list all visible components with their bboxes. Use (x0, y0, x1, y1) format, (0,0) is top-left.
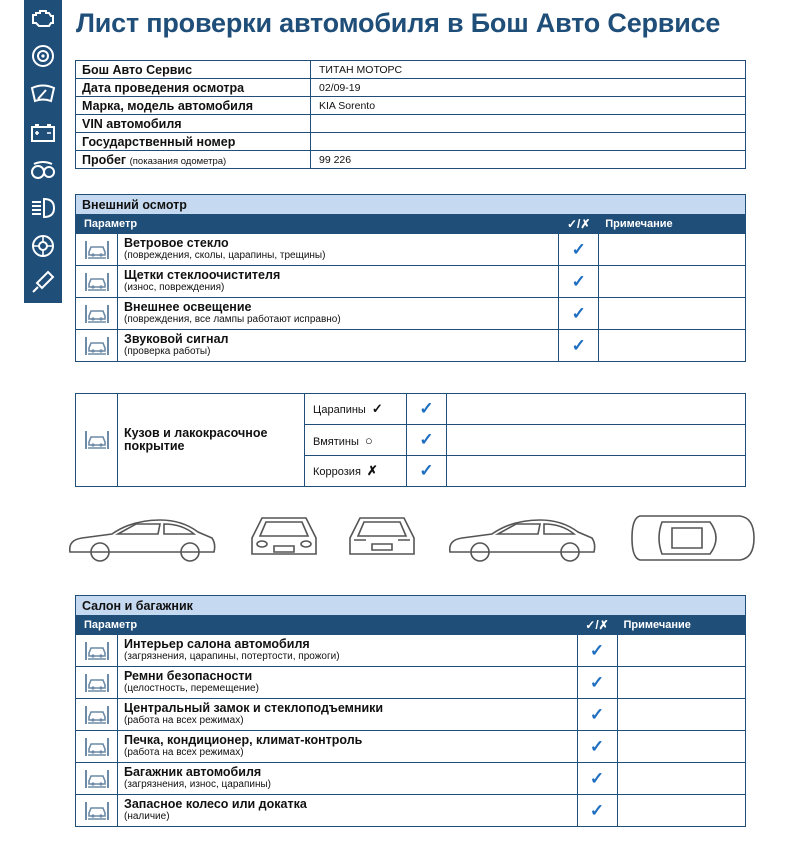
exterior-inspection-table (75, 194, 746, 362)
note-cell (447, 394, 746, 425)
wheel-icon (28, 232, 58, 260)
info-value (311, 115, 746, 133)
brake-disc-icon (28, 42, 58, 70)
table-row (76, 298, 746, 330)
row-text (118, 667, 578, 699)
row-text (118, 635, 578, 667)
info-value (311, 133, 746, 151)
row-subtitle: (повреждения, сколы, царапины, трещины) (124, 250, 326, 262)
car-diagrams (0, 508, 785, 568)
car-side-left-icon (70, 520, 215, 561)
windshield-wiper-icon (28, 80, 58, 108)
car-top-icon (632, 516, 754, 560)
car-rear-icon (350, 518, 414, 554)
legend-mark: ✓ (371, 401, 383, 416)
info-value: 99 226 (311, 151, 746, 169)
note-cell (617, 699, 746, 731)
row-title: Щетки стеклоочистителя (124, 268, 281, 283)
table-header (76, 616, 746, 635)
header-param: Параметр (76, 215, 559, 234)
table-header (76, 215, 746, 234)
note-cell (599, 234, 746, 266)
info-row-date (76, 79, 746, 97)
car-lift-icon (76, 667, 118, 699)
body-title-cell (118, 394, 305, 487)
body-paint-table (75, 393, 746, 487)
check-mark: ✓ (577, 635, 617, 667)
car-front-icon (252, 518, 316, 554)
info-value: ТИТАН МОТОРС (311, 61, 746, 79)
sub-label: Вмятины (313, 435, 359, 448)
table-row (76, 635, 746, 667)
note-cell (447, 456, 746, 487)
interior-inspection-table (75, 595, 746, 827)
row-subtitle: (целостность, перемещение) (124, 683, 259, 695)
header-param: Параметр (76, 616, 578, 635)
note-cell (447, 425, 746, 456)
row-title: Запасное колесо или докатка (124, 797, 307, 812)
table-row (76, 731, 746, 763)
row-subtitle: (проверка работы) (124, 346, 211, 358)
header-note: Примечание (599, 215, 746, 234)
mileage-label: Пробег (82, 152, 127, 167)
row-title: Ветровое стекло (124, 236, 229, 251)
row-subtitle: (работа на всех режимах) (124, 715, 244, 727)
sub-label: Коррозия (313, 466, 361, 478)
info-label (76, 151, 311, 169)
row-subtitle: (повреждения, все лампы работают исправно) (124, 314, 341, 326)
info-label: Дата проведения осмотра (76, 79, 311, 97)
body-sub-corrosion (305, 456, 407, 487)
info-row-model (76, 97, 746, 115)
car-side-right-icon (450, 520, 595, 561)
row-subtitle: (наличие) (124, 811, 170, 823)
row-text (118, 699, 578, 731)
note-cell (617, 635, 746, 667)
check-mark: ✓ (577, 731, 617, 763)
row-title: Звуковой сигнал (124, 332, 229, 347)
header-check: ✓/✗ (577, 616, 617, 635)
info-value: KIA Sorento (311, 97, 746, 115)
car-lift-icon (76, 234, 118, 266)
section-title: Салон и багажник (76, 596, 746, 616)
check-mark: ✓ (577, 667, 617, 699)
row-subtitle: (загрязнения, царапины, потертости, прожоги) (124, 651, 340, 663)
body-sub-scratches (305, 394, 407, 425)
row-text (118, 234, 559, 266)
row-text (118, 763, 578, 795)
note-cell (617, 795, 746, 827)
vehicle-info-table (75, 60, 746, 169)
check-mark: ✓ (577, 699, 617, 731)
table-row (76, 667, 746, 699)
row-title: Интерьер салона автомобиля (124, 637, 310, 652)
check-mark: ✓ (407, 394, 447, 425)
info-value: 02/09-19 (311, 79, 746, 97)
car-lift-icon (76, 763, 118, 795)
row-title: Центральный замок и стеклоподъемники (124, 701, 384, 716)
row-text (118, 731, 578, 763)
info-label: Марка, модель автомобиля (76, 97, 311, 115)
row-subtitle: (износ, повреждения) (124, 282, 225, 294)
note-cell (617, 731, 746, 763)
car-lift-icon (76, 298, 118, 330)
info-label: VIN автомобиля (76, 115, 311, 133)
note-cell (617, 667, 746, 699)
table-row (76, 266, 746, 298)
check-mark: ✓ (559, 234, 599, 266)
car-lift-icon (76, 699, 118, 731)
spark-plug-icon (28, 268, 58, 296)
info-row-service (76, 61, 746, 79)
car-lift-icon (76, 635, 118, 667)
info-label: Бош Авто Сервис (76, 61, 311, 79)
note-cell (599, 330, 746, 362)
info-row-plate (76, 133, 746, 151)
car-lift-icon (76, 266, 118, 298)
mileage-note: (показания одометра) (129, 155, 227, 167)
note-cell (599, 266, 746, 298)
table-row (76, 763, 746, 795)
row-title: Багажник автомобиля (124, 765, 262, 780)
check-mark: ✓ (577, 763, 617, 795)
check-mark: ✓ (559, 330, 599, 362)
row-subtitle: (загрязнения, износ, царапины) (124, 779, 272, 791)
check-mark: ✓ (559, 266, 599, 298)
row-text (118, 330, 559, 362)
engine-icon (28, 4, 58, 32)
body-row (76, 394, 746, 425)
car-lift-icon (76, 731, 118, 763)
info-label: Государственный номер (76, 133, 311, 151)
car-lift-icon (76, 330, 118, 362)
table-row (76, 795, 746, 827)
row-title: Внешнее освещение (124, 300, 252, 315)
info-row-vin (76, 115, 746, 133)
page-title: Лист проверки автомобиля в Бош Авто Сервисе (76, 8, 721, 38)
legend-mark: ✗ (366, 463, 378, 478)
suspension-icon (28, 156, 58, 184)
check-mark: ✓ (559, 298, 599, 330)
note-cell (617, 763, 746, 795)
header-note: Примечание (617, 616, 746, 635)
car-lift-icon (76, 394, 118, 487)
body-title: Кузов и лакокрасочное покрытие (124, 425, 268, 453)
sub-label: Царапины (313, 404, 366, 416)
battery-icon (28, 118, 58, 146)
table-row (76, 234, 746, 266)
headlight-icon (28, 194, 58, 222)
check-mark: ✓ (407, 456, 447, 487)
table-row (76, 330, 746, 362)
section-title: Внешний осмотр (76, 195, 746, 215)
check-mark: ✓ (407, 425, 447, 456)
row-text (118, 266, 559, 298)
info-row-mileage (76, 151, 746, 169)
row-text (118, 298, 559, 330)
sidebar-icon-strip (24, 0, 62, 303)
row-subtitle: (работа на всех режимах) (124, 747, 244, 759)
header-check: ✓/✗ (559, 215, 599, 234)
table-row (76, 699, 746, 731)
row-title: Ремни безопасности (124, 669, 253, 684)
legend-mark: ○ (364, 432, 373, 448)
row-title: Печка, кондиционер, климат-контроль (124, 733, 363, 748)
row-text (118, 795, 578, 827)
check-mark: ✓ (577, 795, 617, 827)
note-cell (599, 298, 746, 330)
body-sub-dents (305, 425, 407, 456)
car-lift-icon (76, 795, 118, 827)
